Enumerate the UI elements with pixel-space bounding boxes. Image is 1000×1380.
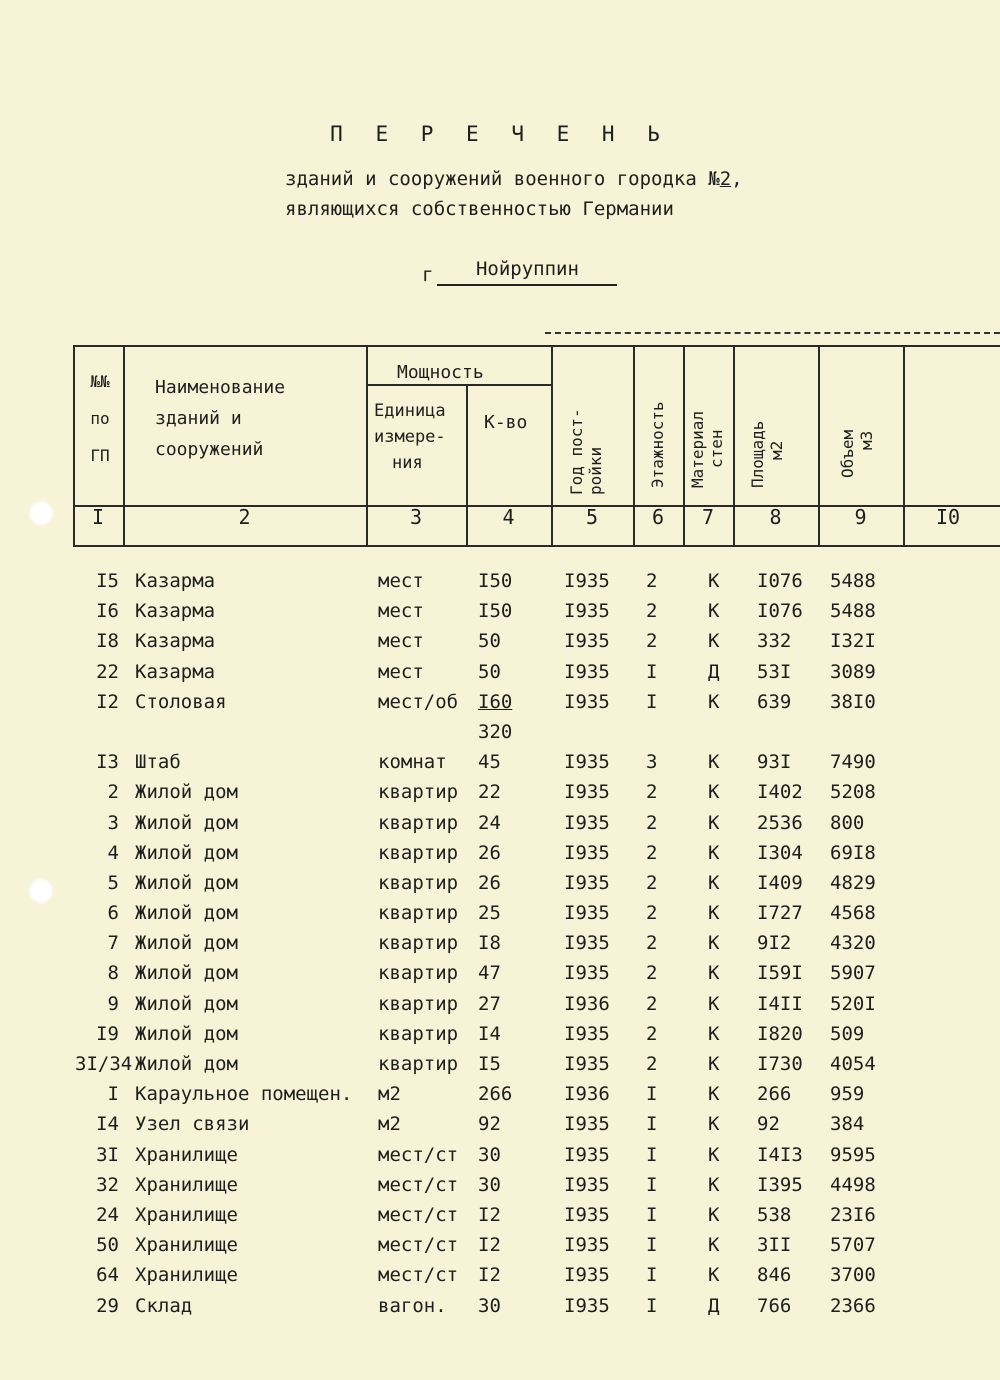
floor-count: I	[646, 690, 658, 713]
table-row	[0, 777, 1000, 807]
area-m2: 9I2	[757, 932, 792, 955]
column-number: I0	[935, 505, 961, 529]
quantity: 30	[478, 1173, 501, 1196]
building-name: Жилой дом	[135, 811, 238, 834]
header-bottom-border	[73, 545, 1000, 547]
construction-year: I935	[564, 751, 610, 774]
area-m2: 93I	[757, 751, 792, 774]
wall-material: К	[708, 1173, 720, 1196]
column-number: I	[91, 505, 105, 529]
floor-count: 2	[646, 841, 658, 864]
area-m2: I4II	[757, 992, 803, 1015]
volume-m3: 4829	[830, 871, 876, 894]
construction-year: I935	[564, 1053, 610, 1075]
header-year-line: Год пост-	[567, 408, 586, 495]
row-number: 3I	[96, 1143, 119, 1166]
wall-material: К	[708, 781, 720, 804]
header-area-line: м2	[767, 440, 786, 460]
table-row	[0, 1140, 1000, 1170]
quantity: 26	[478, 871, 501, 894]
row-number: 2	[107, 781, 119, 804]
area-m2: 639	[757, 690, 792, 713]
unit-of-measure: мест/ст	[378, 1234, 459, 1257]
row-number: 3I/34	[75, 1053, 133, 1075]
row-number: 3	[107, 811, 119, 834]
volume-m3: 800	[830, 811, 865, 834]
header-unit-line: ния	[392, 453, 423, 473]
floor-count: 2	[646, 992, 658, 1015]
unit-of-measure: мест/ст	[378, 1143, 459, 1166]
construction-year: I935	[564, 1173, 610, 1196]
column-number: 6	[651, 505, 665, 529]
construction-year: I935	[564, 781, 610, 804]
building-name: Хранилище	[135, 1203, 238, 1226]
column-number: 4	[502, 505, 515, 529]
area-m2: 766	[757, 1294, 792, 1317]
area-m2: I727	[757, 902, 803, 925]
dashed-rule	[545, 332, 1000, 334]
document-subtitle-line2: являющихся собственностью Германии	[285, 198, 674, 220]
area-m2: I409	[757, 871, 803, 894]
building-name: Жилой дом	[135, 1022, 238, 1045]
header-volume	[838, 430, 876, 478]
table-row	[0, 717, 1000, 747]
row-number: 4	[107, 841, 119, 864]
table-row	[0, 868, 1000, 898]
table-row	[0, 1170, 1000, 1200]
quantity: 27	[478, 992, 501, 1015]
row-number: I4	[96, 1113, 119, 1136]
unit-of-measure: вагон.	[378, 1294, 447, 1317]
wall-material: Д	[708, 1294, 720, 1317]
row-number: I2	[96, 690, 119, 713]
area-m2: 92	[757, 1113, 780, 1136]
area-m2: 538	[757, 1203, 792, 1226]
volume-m3: 2366	[830, 1294, 876, 1317]
floor-count: 2	[646, 962, 658, 985]
header-material	[688, 411, 726, 488]
floor-count: 2	[646, 630, 658, 653]
row-number: 24	[96, 1203, 119, 1226]
row-number: 6	[107, 902, 119, 925]
table-row	[0, 566, 1000, 596]
city-prefix: г	[422, 264, 434, 286]
unit-of-measure: квартир	[378, 781, 459, 804]
wall-material: К	[708, 600, 720, 623]
floor-count: 2	[646, 932, 658, 955]
area-m2: I402	[757, 781, 803, 804]
building-name: Хранилище	[135, 1264, 238, 1287]
table-row	[0, 626, 1000, 656]
unit-of-measure: мест	[378, 600, 424, 623]
building-name: Жилой дом	[135, 871, 238, 894]
construction-year: I935	[564, 690, 610, 713]
construction-year: I935	[564, 871, 610, 894]
row-number: I5	[96, 570, 119, 592]
quantity: 22	[478, 781, 501, 804]
wall-material: К	[708, 1083, 720, 1106]
unit-of-measure: квартир	[378, 1053, 459, 1075]
area-m2: I076	[757, 570, 803, 592]
wall-material: К	[708, 811, 720, 834]
table-row	[0, 747, 1000, 777]
row-number: 22	[96, 660, 119, 683]
wall-material: К	[708, 570, 720, 592]
floor-count: 3	[646, 751, 658, 774]
header-top-border	[73, 345, 1000, 347]
header-unit-line: Единица	[374, 401, 446, 421]
volume-m3: 384	[830, 1113, 865, 1136]
building-name: Хранилище	[135, 1173, 238, 1196]
quantity: I4	[478, 1022, 501, 1045]
wall-material: К	[708, 932, 720, 955]
area-m2: I59I	[757, 962, 803, 985]
table-row	[0, 898, 1000, 928]
quantity: 50	[478, 630, 501, 653]
row-number: I3	[96, 751, 119, 774]
construction-year: I935	[564, 570, 610, 592]
unit-of-measure: м2	[378, 1113, 401, 1136]
document-subtitle-line1	[285, 168, 743, 190]
volume-m3: 4320	[830, 932, 876, 955]
table-row	[0, 1109, 1000, 1139]
city-name: Нойруппин	[437, 258, 617, 286]
table-row	[0, 1260, 1000, 1290]
quantity: I60	[478, 690, 513, 713]
volume-m3: 520I	[830, 992, 876, 1015]
volume-m3: 23I6	[830, 1203, 876, 1226]
row-number: 8	[107, 962, 119, 985]
unit-of-measure: комнат	[378, 751, 447, 774]
wall-material: К	[708, 1113, 720, 1136]
quantity: I2	[478, 1234, 501, 1257]
table-row	[0, 838, 1000, 868]
row-number: 5	[107, 871, 119, 894]
volume-m3: 38I0	[830, 690, 876, 713]
building-name: Столовая	[135, 690, 227, 713]
building-name: Жилой дом	[135, 902, 238, 925]
wall-material: К	[708, 1022, 720, 1045]
header-volume-line: Объем	[838, 429, 857, 478]
header-volume-line: м3	[857, 430, 876, 450]
wall-material: К	[708, 630, 720, 653]
unit-of-measure: мест	[378, 570, 424, 592]
header-col1	[80, 367, 120, 470]
quantity: 25	[478, 902, 501, 925]
building-name: Казарма	[135, 630, 216, 653]
construction-year: I935	[564, 1234, 610, 1257]
wall-material: К	[708, 1143, 720, 1166]
volume-m3: 9595	[830, 1143, 876, 1166]
table-row	[0, 1019, 1000, 1049]
floor-count: 2	[646, 781, 658, 804]
floor-count: I	[646, 1234, 658, 1257]
header-year	[567, 408, 605, 495]
construction-year: I935	[564, 600, 610, 623]
header-qty: К-во	[484, 412, 528, 433]
column-number: 9	[854, 505, 867, 529]
wall-material: К	[708, 871, 720, 894]
row-number: I8	[96, 630, 119, 653]
floor-count: 2	[646, 1053, 658, 1075]
wall-material: К	[708, 751, 720, 774]
building-name: Жилой дом	[135, 962, 238, 985]
row-number: 32	[96, 1173, 119, 1196]
volume-m3: 4568	[830, 902, 876, 925]
wall-material: К	[708, 1203, 720, 1226]
construction-year: I935	[564, 1022, 610, 1045]
quantity: I5	[478, 1053, 501, 1075]
construction-year: I935	[564, 1264, 610, 1287]
building-name: Караульное помещен.	[135, 1083, 353, 1106]
volume-m3: 959	[830, 1083, 865, 1106]
wall-material: К	[708, 690, 720, 713]
unit-of-measure: квартир	[378, 871, 459, 894]
area-m2: 332	[757, 630, 792, 653]
unit-of-measure: квартир	[378, 811, 459, 834]
document-title: П Е Р Е Ч Е Н Ь	[330, 122, 670, 146]
floor-count: 2	[646, 570, 658, 592]
volume-m3: 4054	[830, 1053, 876, 1075]
floor-count: 2	[646, 1022, 658, 1045]
column-number: 3	[409, 505, 423, 529]
table-row	[0, 928, 1000, 958]
volume-m3: 4498	[830, 1173, 876, 1196]
construction-year: I936	[564, 992, 610, 1015]
area-m2: I730	[757, 1053, 803, 1075]
table-row	[0, 1049, 1000, 1079]
row-number: I9	[96, 1022, 119, 1045]
table-row	[0, 1079, 1000, 1109]
header-col2	[155, 372, 285, 465]
floor-count: I	[646, 1083, 658, 1106]
volume-m3: 509	[830, 1022, 865, 1045]
quantity: I8	[478, 932, 501, 955]
building-name: Казарма	[135, 660, 216, 683]
volume-m3: 3700	[830, 1264, 876, 1287]
quantity: 50	[478, 660, 501, 683]
floor-count: 2	[646, 902, 658, 925]
table-row	[0, 1200, 1000, 1230]
construction-year: I935	[564, 630, 610, 653]
row-number: 64	[96, 1264, 119, 1287]
row-number: 29	[96, 1294, 119, 1317]
row-number: 9	[107, 992, 119, 1015]
unit-of-measure: мест/ст	[378, 1264, 459, 1287]
unit-of-measure: мест/об	[378, 690, 459, 713]
table-row	[0, 989, 1000, 1019]
construction-year: I935	[564, 902, 610, 925]
building-name: Жилой дом	[135, 781, 238, 804]
floor-count: 2	[646, 811, 658, 834]
unit-of-measure: квартир	[378, 841, 459, 864]
construction-year: I935	[564, 841, 610, 864]
header-area	[748, 421, 786, 488]
column-number: 5	[585, 505, 599, 529]
wall-material: К	[708, 841, 720, 864]
floor-count: I	[646, 1173, 658, 1196]
table-row	[0, 687, 1000, 717]
volume-m3: 5907	[830, 962, 876, 985]
header-area-line: Площадь	[748, 420, 767, 488]
floor-count: I	[646, 660, 658, 683]
construction-year: I935	[564, 1294, 610, 1317]
quantity: I50	[478, 600, 513, 623]
quantity: 92	[478, 1113, 501, 1136]
quantity: 26	[478, 841, 501, 864]
subtitle-suffix: ,	[731, 168, 743, 190]
unit-of-measure: мест/ст	[378, 1173, 459, 1196]
construction-year: I935	[564, 932, 610, 955]
unit-of-measure: м2	[378, 1083, 401, 1106]
garrison-number: 2	[719, 168, 732, 190]
table-row	[0, 958, 1000, 988]
volume-m3: 69I8	[830, 841, 876, 864]
header-material-line: стен	[707, 429, 726, 468]
volume-m3: 7490	[830, 751, 876, 774]
construction-year: I935	[564, 811, 610, 834]
quantity: 266	[478, 1083, 513, 1106]
punch-hole	[28, 500, 54, 526]
quantity: I2	[478, 1203, 501, 1226]
unit-of-measure: мест	[378, 660, 424, 683]
header-year-line: ройки	[586, 446, 605, 495]
row-number: 50	[96, 1234, 119, 1257]
row-number: I6	[96, 600, 119, 623]
construction-year: I935	[564, 962, 610, 985]
volume-m3: I32I	[830, 630, 876, 653]
unit-of-measure: квартир	[378, 902, 459, 925]
wall-material: К	[708, 992, 720, 1015]
wall-material: К	[708, 1053, 720, 1075]
header-col1-line: по	[90, 409, 110, 428]
city-line	[422, 258, 617, 286]
floor-count: I	[646, 1294, 658, 1317]
area-m2: I304	[757, 841, 803, 864]
volume-m3: 5488	[830, 570, 876, 592]
building-name: Жилой дом	[135, 1053, 238, 1075]
header-col2-line: Наименование	[155, 377, 286, 398]
quantity: I50	[478, 570, 513, 592]
wall-material: К	[708, 962, 720, 985]
header-material-line: Материал	[688, 410, 707, 488]
table-row	[0, 1230, 1000, 1260]
unit-of-measure: квартир	[378, 1022, 459, 1045]
quantity: 24	[478, 811, 501, 834]
volume-m3: 5208	[830, 781, 876, 804]
building-name: Казарма	[135, 570, 216, 592]
area-m2: I076	[757, 600, 803, 623]
quantity: I2	[478, 1264, 501, 1287]
building-name: Склад	[135, 1294, 193, 1317]
column-number: 2	[238, 505, 251, 529]
header-col2-line: сооружений	[155, 439, 264, 460]
header-unit	[374, 398, 446, 476]
header-col2-line: зданий и	[155, 408, 242, 429]
building-name: Хранилище	[135, 1234, 238, 1257]
construction-year: I935	[564, 1113, 610, 1136]
construction-year: I936	[564, 1083, 610, 1106]
volume-m3: 3089	[830, 660, 876, 683]
construction-year: I935	[564, 1203, 610, 1226]
row-number: I	[107, 1083, 119, 1106]
unit-of-measure: квартир	[378, 962, 459, 985]
unit-of-measure: мест/ст	[378, 1203, 459, 1226]
header-unit-line: измере-	[374, 427, 446, 447]
floor-count: I	[646, 1264, 658, 1287]
area-m2: 3II	[757, 1234, 792, 1257]
header-floors: Этажность	[648, 401, 667, 488]
column-number: 8	[769, 505, 782, 529]
table-row	[0, 808, 1000, 838]
row-number: 7	[107, 932, 119, 955]
area-m2: 53I	[757, 660, 792, 683]
wall-material: К	[708, 902, 720, 925]
area-m2: 266	[757, 1083, 792, 1106]
column-number: 7	[701, 505, 715, 529]
unit-of-measure: квартир	[378, 932, 459, 955]
unit-of-measure: квартир	[378, 992, 459, 1015]
header-power: Мощность	[397, 362, 484, 383]
header-col1-line: ГП	[90, 446, 110, 465]
quantity: 320	[478, 720, 513, 743]
floor-count: I	[646, 1143, 658, 1166]
volume-m3: 5488	[830, 600, 876, 623]
volume-m3: 5707	[830, 1234, 876, 1257]
building-name: Казарма	[135, 600, 216, 623]
construction-year: I935	[564, 660, 610, 683]
quantity: 30	[478, 1143, 501, 1166]
unit-of-measure: мест	[378, 630, 424, 653]
area-m2: I4I3	[757, 1143, 803, 1166]
subtitle-prefix: зданий и сооружений военного городка №	[285, 168, 720, 190]
table-row	[0, 657, 1000, 687]
table-row	[0, 596, 1000, 626]
building-name: Жилой дом	[135, 992, 238, 1015]
area-m2: I395	[757, 1173, 803, 1196]
quantity: 30	[478, 1294, 501, 1317]
table-row	[0, 1291, 1000, 1321]
building-name: Штаб	[135, 751, 181, 774]
floor-count: I	[646, 1113, 658, 1136]
area-m2: 846	[757, 1264, 792, 1287]
area-m2: I820	[757, 1022, 803, 1045]
area-m2: 2536	[757, 811, 803, 834]
quantity: 47	[478, 962, 501, 985]
floor-count: 2	[646, 871, 658, 894]
wall-material: Д	[708, 660, 720, 683]
construction-year: I935	[564, 1143, 610, 1166]
floor-count: I	[646, 1203, 658, 1226]
building-name: Жилой дом	[135, 932, 238, 955]
wall-material: К	[708, 1234, 720, 1257]
wall-material: К	[708, 1264, 720, 1287]
header-col1-line: №№	[90, 372, 110, 391]
building-name: Хранилище	[135, 1143, 238, 1166]
quantity: 45	[478, 751, 501, 774]
floor-count: 2	[646, 600, 658, 623]
table-body	[0, 566, 1000, 1321]
building-name: Жилой дом	[135, 841, 238, 864]
building-name: Узел связи	[135, 1113, 250, 1136]
